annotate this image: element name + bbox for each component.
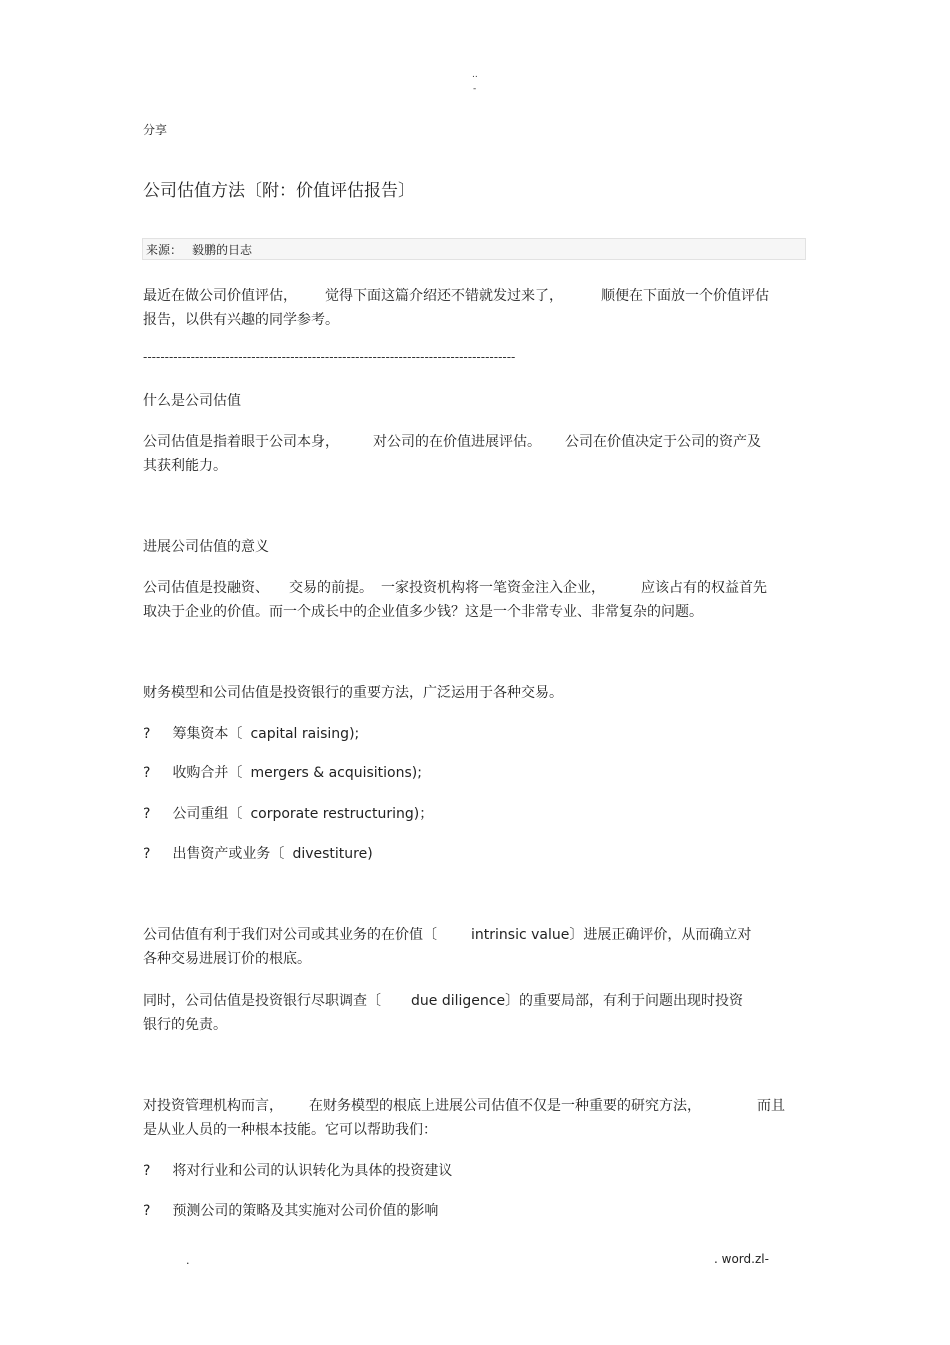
footer-left: .	[186, 1254, 190, 1267]
intro-segment: 觉得下面这篇介绍还不错就发过来了，	[325, 288, 563, 304]
source-label: 来源：	[146, 243, 183, 257]
text-segment: 公司在价值决定于公司的资产及	[565, 434, 761, 450]
intrinsic-line-2: 各种交易进展订价的根底。	[143, 951, 311, 967]
list-item	[143, 1159, 452, 1183]
diligence-line-2: 银行的免责。	[143, 1017, 227, 1033]
bullet: ?	[143, 1163, 151, 1179]
header-mark: -	[473, 84, 477, 94]
mgmt-line-1	[143, 1094, 785, 1118]
footer-right: . word.zl-	[714, 1252, 769, 1266]
mgmt-line-2: 是从业人员的一种根本技能。它可以帮助我们：	[143, 1122, 437, 1138]
text-segment: 而且	[757, 1098, 785, 1114]
text-segment: 对投资管理机构而言，	[143, 1098, 283, 1114]
source-line	[146, 241, 252, 258]
text-segment: 公司估值是指着眼于公司本身，	[143, 434, 339, 450]
text-segment: 应该占有的权益首先	[641, 580, 767, 596]
list-item	[143, 761, 422, 785]
financial-model-line: 财务模型和公司估值是投资银行的重要方法，广泛运用于各种交易。	[143, 685, 563, 701]
item-cn: 收购合并〔	[172, 765, 243, 781]
intro-segment: 最近在做公司价值评估，	[143, 288, 297, 304]
intro-line-1	[143, 284, 769, 308]
meaning-line-1	[143, 576, 767, 600]
item-en: corporate restructuring)；	[250, 806, 434, 822]
what-line-2: 其获利能力。	[143, 458, 227, 474]
text-segment: intrinsic value〕进展正确评价，从而确立对	[471, 927, 752, 943]
text-segment: 交易的前提。	[289, 580, 373, 596]
text-segment: 公司估值有利于我们对公司或其业务的在价值〔	[143, 927, 437, 943]
header-mark: ..	[472, 70, 478, 80]
text-segment: 在财务模型的根底上进展公司估值不仅是一种重要的研究方法，	[309, 1098, 701, 1114]
section-heading-meaning: 进展公司估值的意义	[143, 539, 269, 555]
page-title: 公司估值方法〔附：价值评估报告〕	[143, 181, 415, 201]
intro-line-2: 报告，以供有兴趣的同学参考。	[143, 312, 339, 328]
item-en: divestiture)	[292, 846, 373, 862]
list-item	[143, 1199, 438, 1223]
item-en: mergers & acquisitions);	[250, 765, 422, 781]
list-item	[143, 722, 359, 746]
meaning-line-2: 取决于企业的价值。而一个成长中的企业值多少钱？这是一个非常专业、非常复杂的问题。	[143, 604, 703, 620]
intro-segment: 顺便在下面放一个价值评估	[601, 288, 769, 304]
text-segment: 同时，公司估值是投资银行尽职调查〔	[143, 993, 381, 1009]
what-line-1	[143, 430, 761, 454]
text-segment: 公司估值是投融资、	[143, 580, 269, 596]
source-author: 毅鹏的日志	[192, 243, 253, 257]
text-segment: 对公司的在价值进展评估。	[373, 434, 541, 450]
item-cn: 公司重组〔	[172, 806, 243, 822]
divider-line: --------------------------------------------------------------------------------------	[143, 350, 516, 364]
bullet: ?	[143, 846, 151, 862]
text-segment: 一家投资机构将一笔资金注入企业，	[381, 580, 605, 596]
list-item	[143, 802, 433, 826]
bullet: ?	[143, 806, 151, 822]
item-cn: 出售资产或业务〔	[172, 846, 285, 862]
section-heading-what: 什么是公司估值	[143, 393, 241, 409]
bullet: ?	[143, 1203, 151, 1219]
bullet: ?	[143, 726, 151, 742]
text-segment: due diligence〕的重要局部，有利于问题出现时投资	[411, 993, 744, 1009]
diligence-line-1	[143, 989, 743, 1013]
share-label: 分享	[143, 123, 168, 137]
item-en: capital raising);	[250, 726, 360, 742]
intrinsic-line-1	[143, 923, 751, 947]
item-text: 预测公司的策略及其实施对公司价值的影响	[172, 1203, 439, 1219]
bullet: ?	[143, 765, 151, 781]
item-cn: 筹集资本〔	[172, 726, 243, 742]
item-text: 将对行业和公司的认识转化为具体的投资建议	[172, 1163, 453, 1179]
list-item	[143, 842, 373, 866]
